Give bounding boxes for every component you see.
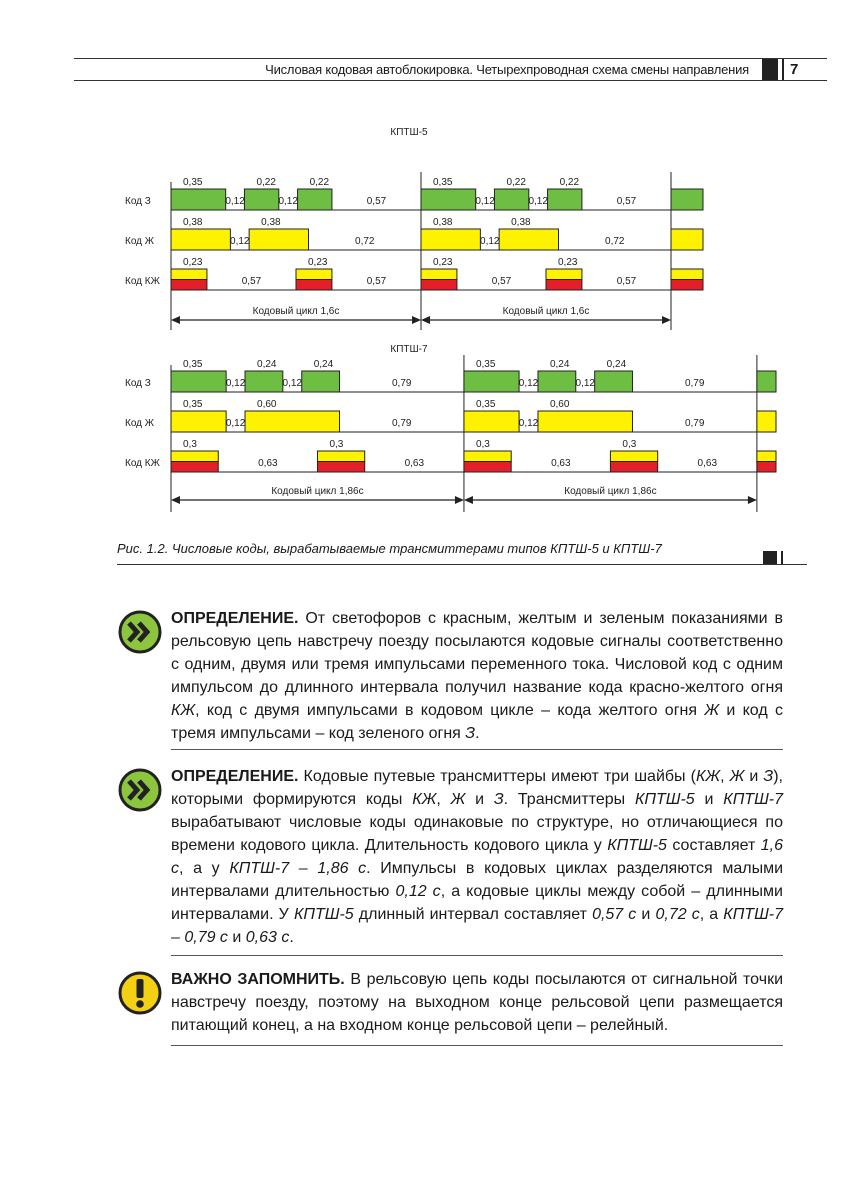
gap-duration-label: 0,57 — [366, 196, 387, 207]
row-label: Код КЖ — [125, 458, 160, 469]
cycle-label: Кодовый цикл 1,6с — [502, 306, 590, 317]
pulse-yellow — [464, 451, 511, 462]
gap-duration-label: 0,63 — [551, 458, 571, 469]
gap-duration-label: 0,57 — [241, 276, 262, 287]
cycle-label: Кодовый цикл 1,86с — [271, 486, 364, 497]
pulse-duration-label: 0,3 — [475, 439, 490, 450]
pulse-yellow — [671, 229, 703, 250]
cycle-arrow-head-right — [412, 316, 421, 324]
cycle-arrow-head-left — [171, 316, 180, 324]
pulse-duration-label: 0,35 — [433, 177, 453, 188]
definition-text-1 — [171, 607, 783, 745]
pulse-yellow — [249, 229, 308, 250]
cycle-label: Кодовый цикл 1,6с — [252, 306, 340, 317]
pulse-yellow — [171, 411, 226, 432]
definition-block-1 — [118, 607, 783, 747]
pulse-duration-label: 0,60 — [549, 399, 570, 410]
pulse-yellow — [421, 269, 457, 280]
section-title: КПТШ-5 — [390, 127, 428, 138]
header-title: Числовая кодовая автоблокировка. Четырехпроводная схема смены направления — [265, 62, 749, 77]
pulse-duration-label: 0,38 — [183, 217, 203, 228]
gap-duration-label: 0,57 — [616, 276, 637, 287]
row-label: Код КЖ — [125, 276, 160, 287]
pulse-duration-label: 0,3 — [329, 439, 344, 450]
gap-duration-label: 0,12 — [575, 378, 595, 389]
definition-text-2 — [171, 765, 783, 949]
header-rule-top — [74, 58, 827, 59]
double-chevron-right-icon — [118, 768, 162, 812]
pulse-green — [538, 371, 576, 392]
figure-caption: Рис. 1.2. Числовые коды, вырабатываемые трансмиттерами типов КПТШ-5 и КПТШ-7 — [117, 541, 662, 556]
cycle-label: Кодовый цикл 1,86с — [564, 486, 657, 497]
row-label: Код З — [125, 378, 151, 389]
row-label: Код Ж — [125, 418, 155, 429]
pulse-yellow — [671, 269, 703, 280]
pulse-duration-label: 0,35 — [475, 359, 496, 370]
gap-duration-label: 0,12 — [282, 378, 303, 389]
block-separator — [171, 1045, 783, 1046]
pulse-duration-label: 0,38 — [261, 217, 281, 228]
pulse-green — [595, 371, 633, 392]
gap-duration-label: 0,12 — [225, 196, 245, 207]
cycle-arrow-head-left — [421, 316, 430, 324]
gap-duration-label: 0,12 — [225, 418, 246, 429]
gap-duration-label: 0,63 — [258, 458, 278, 469]
block-body: Кодовые путевые трансмиттеры имеют три шайбы (КЖ, Ж и З), которыми формируются коды КЖ, Ж и З. Трансмиттеры КПТШ-5 и КПТШ-7 вырабатывают числовые коды одинаковые по структуре, но отличающиеся по времени кодового цикла. Длительность кодового цикла у КПТШ-5 составляет 1,6 с, а у КПТШ-7 – 1,86 с. Импульсы в кодовых циклах разделяются малыми интервалами длительностью 0,12 с, а кодовые циклы между собой – длинными интервалами. У КПТШ-5 длинный интервал составляет 0,57 с и 0,72 с, а КПТШ-7 – 0,79 с и 0,63 с. — [171, 768, 784, 946]
pulse-green — [298, 189, 332, 210]
definition-block-2 — [118, 765, 783, 955]
running-header — [74, 58, 827, 82]
pulse-red — [671, 280, 703, 291]
gap-duration-label: 0,12 — [278, 196, 298, 207]
caption-rule — [117, 564, 807, 565]
pulse-yellow — [610, 451, 657, 462]
pulse-green — [244, 189, 278, 210]
pulse-duration-label: 0,23 — [433, 257, 453, 268]
pulse-red — [317, 462, 364, 473]
code-timing-diagram — [0, 110, 857, 535]
pulse-duration-label: 0,24 — [313, 359, 334, 370]
block-separator — [171, 749, 783, 750]
pulse-duration-label: 0,22 — [506, 177, 526, 188]
header-bar-mark — [782, 59, 784, 80]
pulse-yellow — [546, 269, 582, 280]
cycle-arrow-head-left — [464, 496, 473, 504]
pulse-yellow — [464, 411, 519, 432]
pulse-duration-label: 0,23 — [183, 257, 203, 268]
block-body: В рельсовую цепь коды посылаются от сигнальной точки навстречу поезду, поэтому на выходном конце рельсовой цепи размещается питающий конец, а на входном конце рельсовой цепи – релейный. — [171, 971, 784, 1034]
gap-duration-label: 0,57 — [366, 276, 387, 287]
pulse-duration-label: 0,23 — [558, 257, 578, 268]
pulse-green — [757, 371, 776, 392]
pulse-duration-label: 0,35 — [475, 399, 496, 410]
pulse-red — [610, 462, 657, 473]
gap-duration-label: 0,63 — [404, 458, 425, 469]
pulse-green — [421, 189, 476, 210]
gap-duration-label: 0,12 — [225, 378, 246, 389]
pulse-duration-label: 0,38 — [511, 217, 531, 228]
header-rule-bottom — [74, 80, 827, 81]
cycle-arrow-head-right — [748, 496, 757, 504]
exclamation-icon — [118, 971, 162, 1015]
pulse-yellow — [171, 269, 207, 280]
page-number: 7 — [790, 61, 799, 78]
pulse-duration-label: 0,60 — [257, 399, 277, 410]
pulse-green — [302, 371, 340, 392]
double-chevron-right-icon — [118, 610, 162, 654]
pulse-green — [464, 371, 519, 392]
pulse-red — [171, 462, 218, 473]
pulse-red — [464, 462, 511, 473]
pulse-yellow — [171, 451, 218, 462]
pulse-duration-label: 0,22 — [309, 177, 330, 188]
block-lead: ОПРЕДЕЛЕНИЕ. — [171, 768, 299, 785]
gap-duration-label: 0,57 — [616, 196, 637, 207]
pulse-green — [245, 371, 283, 392]
pulse-duration-label: 0,3 — [183, 439, 197, 450]
pulse-red — [421, 280, 457, 291]
gap-duration-label: 0,12 — [230, 236, 250, 247]
gap-duration-label: 0,72 — [605, 236, 625, 247]
gap-duration-label: 0,72 — [355, 236, 375, 247]
pulse-yellow — [499, 229, 558, 250]
pulse-duration-label: 0,3 — [622, 439, 637, 450]
section-title: КПТШ-7 — [390, 344, 428, 355]
gap-duration-label: 0,12 — [528, 196, 548, 207]
caption-bar-mark — [781, 551, 783, 564]
pulse-red — [171, 280, 207, 291]
pulse-yellow — [757, 451, 776, 462]
important-text — [171, 968, 783, 1037]
pulse-duration-label: 0,23 — [308, 257, 328, 268]
pulse-yellow — [317, 451, 364, 462]
cycle-arrow-head-right — [455, 496, 464, 504]
pulse-green — [494, 189, 528, 210]
block-lead: ВАЖНО ЗАПОМНИТЬ. — [171, 971, 345, 988]
pulse-duration-label: 0,35 — [183, 177, 203, 188]
gap-duration-label: 0,57 — [491, 276, 512, 287]
pulse-duration-label: 0,35 — [183, 399, 203, 410]
gap-duration-label: 0,12 — [518, 418, 539, 429]
gap-duration-label: 0,12 — [475, 196, 495, 207]
pulse-duration-label: 0,38 — [433, 217, 453, 228]
pulse-green — [171, 371, 226, 392]
pulse-duration-label: 0,22 — [559, 177, 580, 188]
pulse-duration-label: 0,24 — [606, 359, 627, 370]
block-separator — [171, 955, 783, 956]
cycle-arrow-head-left — [171, 496, 180, 504]
block-body: От светофоров с красным, желтым и зеленым показаниями в рельсовую цепь навстречу поезду посылаются кодовые сигналы соответственно с одним, двумя или тремя импульсами переменного тока. Числовой код с одним импульсом до длинного интервала получил название кода красно-желтого огня КЖ, код с двумя импульсами в кодовом цикле – кода желтого огня Ж и код с тремя импульсами – код зеленого огня З. — [171, 610, 784, 742]
pulse-yellow — [538, 411, 633, 432]
pulse-duration-label: 0,35 — [183, 359, 203, 370]
gap-duration-label: 0,79 — [684, 418, 705, 429]
row-label: Код Ж — [125, 236, 155, 247]
cycle-arrow-head-right — [662, 316, 671, 324]
pulse-yellow — [296, 269, 332, 280]
gap-duration-label: 0,12 — [480, 236, 500, 247]
pulse-green — [171, 189, 226, 210]
pulse-yellow — [245, 411, 340, 432]
pulse-duration-label: 0,24 — [549, 359, 570, 370]
row-label: Код З — [125, 196, 151, 207]
pulse-red — [546, 280, 582, 291]
pulse-yellow — [421, 229, 480, 250]
block-lead: ОПРЕДЕЛЕНИЕ. — [171, 610, 299, 627]
important-block — [118, 968, 783, 1048]
pulse-red — [757, 462, 776, 473]
pulse-duration-label: 0,24 — [257, 359, 277, 370]
pulse-red — [296, 280, 332, 291]
pulse-yellow — [171, 229, 230, 250]
pulse-yellow — [757, 411, 776, 432]
gap-duration-label: 0,79 — [684, 378, 705, 389]
gap-duration-label: 0,79 — [392, 378, 412, 389]
gap-duration-label: 0,79 — [392, 418, 412, 429]
gap-duration-label: 0,63 — [697, 458, 718, 469]
pulse-duration-label: 0,22 — [256, 177, 276, 188]
header-block-mark — [762, 59, 778, 80]
gap-duration-label: 0,12 — [518, 378, 539, 389]
pulse-green — [671, 189, 703, 210]
caption-block-mark — [763, 551, 777, 564]
pulse-green — [548, 189, 582, 210]
